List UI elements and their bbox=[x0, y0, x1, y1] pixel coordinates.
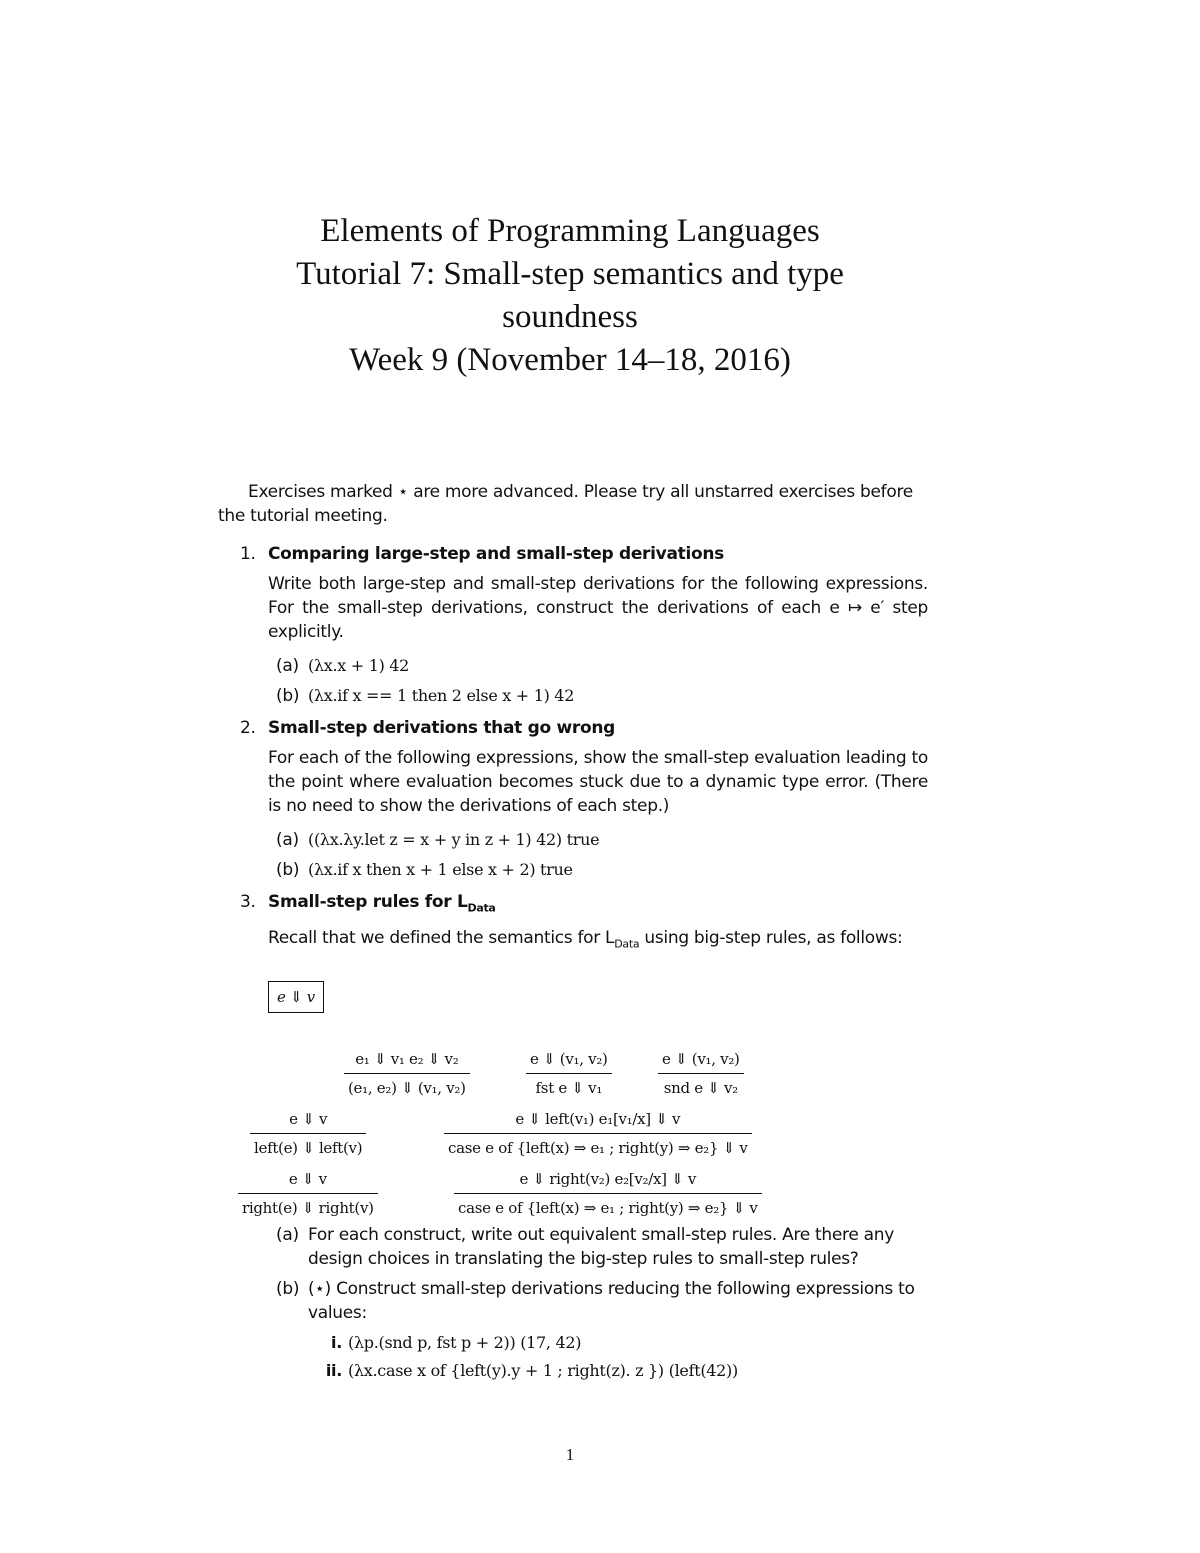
exercise-description bbox=[268, 926, 928, 956]
item-label: (b) bbox=[276, 860, 300, 880]
exercise-description: For each of the following expressions, show the small-step evaluation leading to the point where evaluation becomes stuck due to a dynamic type error. (There is no need to show the derivations of each step.) bbox=[268, 748, 928, 816]
rule-premise: e ⇓ (v₁, v₂) bbox=[530, 1049, 608, 1068]
item-text: For each construct, write out equivalent small-step rules. Are there any design choices in translating the big-step rules to small-step rules? bbox=[308, 1224, 894, 1269]
exercise-1 bbox=[218, 542, 928, 708]
item-label: (a) bbox=[276, 656, 299, 676]
exercise-title: Comparing large-step and small-step derivations bbox=[268, 544, 724, 564]
exercise-title: Small-step derivations that go wrong bbox=[268, 718, 615, 738]
rule-fst bbox=[526, 1047, 612, 1100]
title-line-2: Tutorial 7: Small-step semantics and type bbox=[296, 256, 844, 292]
sub-item-label: i. bbox=[331, 1332, 342, 1352]
title-line-4: Week 9 (November 14–18, 2016) bbox=[349, 342, 791, 378]
judgement-box: e ⇓ v bbox=[268, 981, 324, 1013]
document-body bbox=[218, 480, 928, 1391]
sub-item-label: ii. bbox=[325, 1360, 342, 1380]
intro-paragraph: Exercises marked ⋆ are more advanced. Please try all unstarred exercises before the tutorial meeting. bbox=[218, 482, 913, 526]
rule-premise: e ⇓ v bbox=[289, 1109, 328, 1128]
exercise-title bbox=[268, 890, 928, 920]
rule-premise: e ⇓ left(v₁) e₁[v₁/x] ⇓ v bbox=[515, 1109, 681, 1128]
item-expression: (λx.if x == 1 then 2 else x + 1) 42 bbox=[308, 686, 575, 705]
item-text: (⋆) Construct small-step derivations reducing the following expressions to values: bbox=[308, 1278, 915, 1323]
item-label: (b) bbox=[276, 686, 300, 706]
sub-item bbox=[308, 1359, 928, 1383]
exercise-item bbox=[268, 1223, 928, 1271]
rule-premise: e ⇓ (v₁, v₂) bbox=[662, 1049, 740, 1068]
description-text: Recall that we defined the semantics for L bbox=[268, 928, 615, 949]
exercise-item bbox=[268, 654, 928, 678]
description-text-end: using big-step rules, as follows: bbox=[639, 928, 903, 949]
rule-conclusion: case e of {left(x) ⇒ e₁ ; right(y) ⇒ e₂} ⇓ v bbox=[454, 1193, 762, 1220]
rule-snd bbox=[658, 1047, 744, 1100]
rule-conclusion: left(e) ⇓ left(v) bbox=[250, 1133, 366, 1160]
rule-premise: e ⇓ v bbox=[288, 1169, 327, 1188]
item-expression: ((λx.λy.let z = x + y in z + 1) 42) true bbox=[308, 830, 600, 849]
item-label: (b) bbox=[276, 1278, 300, 1299]
item-expression: (λx.x + 1) 42 bbox=[308, 656, 410, 675]
exercise-3 bbox=[218, 890, 928, 1383]
rule-conclusion: (e₁, e₂) ⇓ (v₁, v₂) bbox=[344, 1073, 470, 1100]
exercise-number: 3. bbox=[240, 892, 256, 912]
rule-conclusion: right(e) ⇓ right(v) bbox=[238, 1193, 378, 1220]
rule-case-left bbox=[444, 1107, 752, 1160]
rule-pair bbox=[344, 1047, 470, 1100]
rule-premise: e ⇓ right(v₂) e₂[v₂/x] ⇓ v bbox=[519, 1169, 697, 1188]
inference-rules bbox=[242, 1047, 928, 1223]
title-line-3: soundness bbox=[502, 299, 638, 335]
rule-right bbox=[238, 1167, 378, 1220]
exercise-description: Write both large-step and small-step derivations for the following expressions. For the small-step derivations, construct the derivations of each e ↦ e′ step explicitly. bbox=[268, 574, 928, 642]
description-subscript: Data bbox=[614, 937, 640, 951]
rule-conclusion: fst e ⇓ v₁ bbox=[526, 1073, 612, 1100]
exercise-number: 1. bbox=[240, 544, 256, 564]
exercise-item bbox=[268, 828, 928, 852]
sub-item-expression: (λx.case x of {left(y).y + 1 ; right(z). z }) (left(42)) bbox=[348, 1360, 738, 1380]
exercise-item bbox=[268, 1277, 928, 1325]
exercise-title-text: Small-step rules for L bbox=[268, 892, 468, 912]
rule-conclusion: case e of {left(x) ⇒ e₁ ; right(y) ⇒ e₂} ⇓ v bbox=[444, 1133, 752, 1160]
item-expression: (λx.if x then x + 1 else x + 2) true bbox=[308, 860, 573, 879]
exercise-item bbox=[268, 858, 928, 882]
rule-case-right bbox=[454, 1167, 762, 1220]
title-line-1: Elements of Programming Languages bbox=[320, 213, 820, 249]
exercise-item bbox=[268, 684, 928, 708]
exercise-title-subscript: Data bbox=[467, 901, 496, 915]
rule-premise: e₁ ⇓ v₁ e₂ ⇓ v₂ bbox=[355, 1049, 459, 1068]
exercise-number: 2. bbox=[240, 718, 256, 738]
rule-left bbox=[250, 1107, 366, 1160]
exercise-2 bbox=[218, 716, 928, 882]
document-title bbox=[200, 210, 940, 382]
rule-conclusion: snd e ⇓ v₂ bbox=[658, 1073, 744, 1100]
item-label: (a) bbox=[276, 830, 299, 850]
sub-items bbox=[268, 1331, 928, 1383]
sub-item bbox=[308, 1331, 928, 1355]
item-label: (a) bbox=[276, 1224, 299, 1245]
sub-item-expression: (λp.(snd p, fst p + 2)) (17, 42) bbox=[348, 1332, 582, 1352]
page-number: 1 bbox=[565, 1445, 575, 1464]
